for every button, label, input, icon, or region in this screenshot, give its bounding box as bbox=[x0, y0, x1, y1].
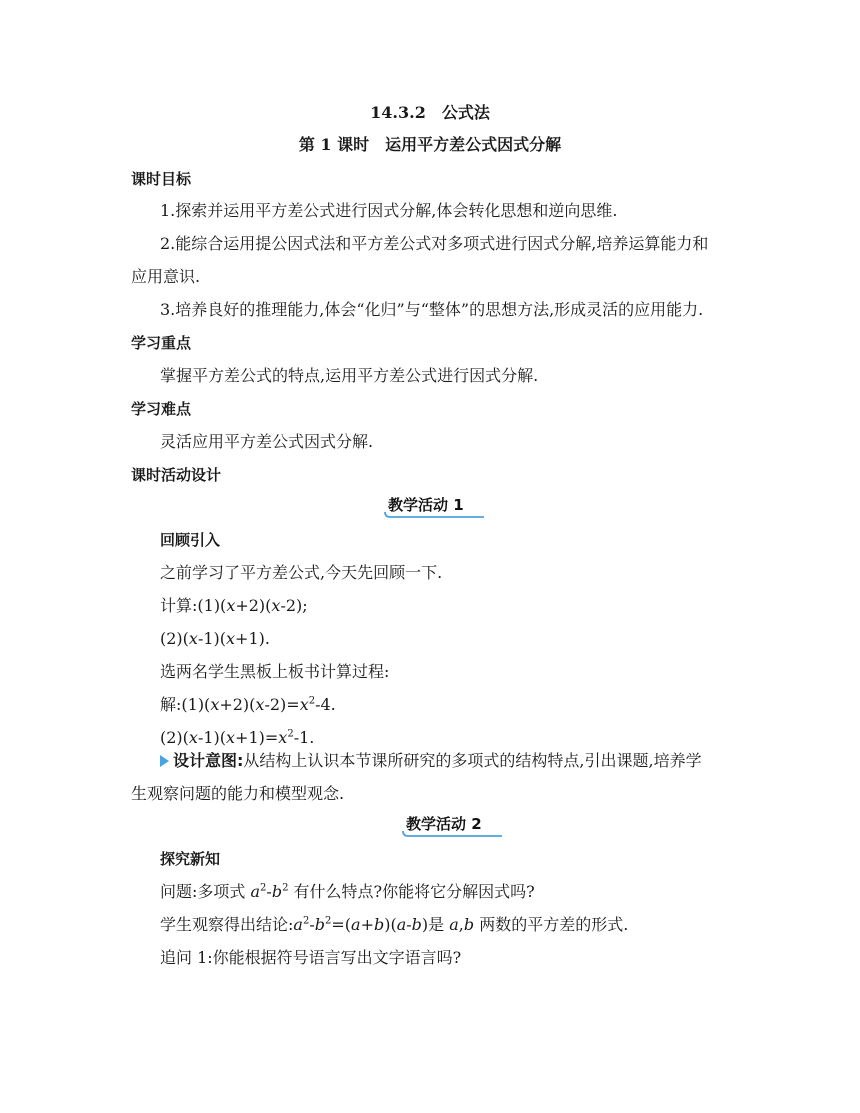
question-line: 问题:多项式 $a^2-b^2$ 有什么特点?你能将它分解因式吗? bbox=[160, 882, 535, 901]
activity-2-badge-label: 教学活动 2 bbox=[406, 815, 482, 833]
difficulty-heading: 学习难点 bbox=[131, 400, 192, 418]
design-intent-line-1: 设计意图:从结构上认识本节课所研究的多项式的结构特点,引出课题,培养学 bbox=[160, 750, 702, 772]
solution-line-1: 解$:(1)(x+2)(x-2)=x^2-4$. bbox=[160, 695, 336, 714]
goals-heading: 课时目标 bbox=[131, 170, 192, 188]
calc-line-2: (2)(x-1)(x+1). bbox=[160, 629, 270, 648]
calc-line-1: 计算:(1)(x+2)(x-2); bbox=[160, 596, 308, 615]
lesson-title: 第 1 课时 运用平方差公式因式分解 bbox=[298, 135, 562, 154]
explore-subheading: 探究新知 bbox=[160, 850, 221, 868]
badge-underline-icon bbox=[402, 831, 502, 837]
review-line-1: 之前学习了平方差公式,今天先回顾一下. bbox=[160, 563, 443, 582]
difficulty-text: 灵活应用平方差公式因式分解. bbox=[160, 432, 374, 451]
badge-underline-icon bbox=[384, 512, 484, 518]
activity-1-badge-label: 教学活动 1 bbox=[388, 496, 464, 514]
design-intent-line-2: 生观察问题的能力和模型观念. bbox=[131, 784, 345, 803]
design-intent-label: 设计意图: bbox=[173, 751, 244, 770]
goal-item-2-cont: 应用意识. bbox=[131, 267, 201, 286]
goal-item-2: 2.能综合运用提公因式法和平方差公式对多项式进行因式分解,培养运算能力和 bbox=[160, 234, 709, 253]
key-point-text: 掌握平方差公式的特点,运用平方差公式进行因式分解. bbox=[160, 366, 539, 385]
board-instruction: 选两名学生黑板上板书计算过程: bbox=[160, 662, 390, 681]
goal-item-3: 3.培养良好的推理能力,体会“化归”与“整体”的思想方法,形成灵活的应用能力. bbox=[160, 300, 704, 319]
goal-item-1: 1.探索并运用平方差公式进行因式分解,体会转化思想和逆向思维. bbox=[160, 201, 618, 220]
design-heading: 课时活动设计 bbox=[131, 466, 222, 484]
triangle-marker-icon bbox=[160, 755, 169, 767]
solution-line-2: $(2)(x-1)(x+1)=x^2-1$. bbox=[160, 728, 315, 747]
key-point-heading: 学习重点 bbox=[131, 334, 192, 352]
review-subheading: 回顾引入 bbox=[160, 531, 221, 549]
activity-1-badge bbox=[384, 494, 468, 518]
conclusion-line: 学生观察得出结论$:a^2-b^2=(a+b)(a-b)$是 a,b 两数的平方差的形式. bbox=[160, 915, 629, 934]
activity-2-badge bbox=[402, 813, 486, 837]
section-title: 14.3.2 公式法 bbox=[370, 103, 490, 122]
followup-question: 追问 1:你能根据符号语言写出文字语言吗? bbox=[160, 948, 462, 967]
